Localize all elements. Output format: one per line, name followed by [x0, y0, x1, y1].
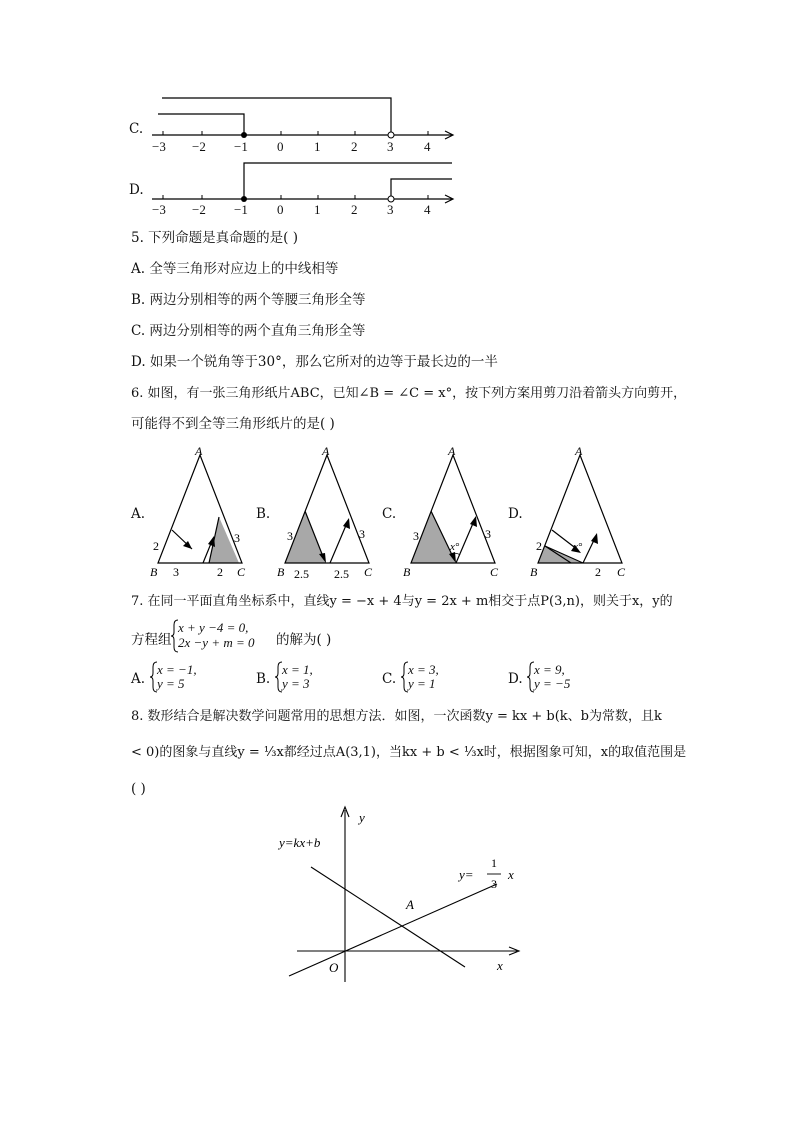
length-label: 2: [536, 539, 542, 553]
q6-figure-c: [398, 443, 513, 583]
line2-label-pre: y=: [459, 867, 474, 882]
fraction-numerator: 1: [491, 856, 497, 870]
length-label: 3: [173, 565, 179, 579]
tick-label: −2: [192, 202, 206, 217]
tick-label: −3: [152, 202, 166, 217]
length-label: 2.5: [294, 567, 309, 581]
q5-option-a: A. 全等三角形对应边上的中线相等: [131, 261, 339, 277]
tick-label: 0: [277, 202, 284, 217]
q7-option-a-label: A.: [131, 671, 146, 687]
length-label: 3: [287, 529, 293, 543]
length-label: 2: [595, 565, 601, 579]
tick-label: 4: [424, 139, 431, 154]
length-label: 2: [153, 539, 159, 553]
tick-label: 1: [314, 202, 321, 217]
vertex-label-b: B: [277, 565, 285, 579]
q7-option-b-row1: x = 1,: [282, 662, 313, 677]
length-label: 2.5: [334, 567, 349, 581]
line1-label: y=kx+b: [279, 835, 321, 850]
tick-label: 2: [351, 202, 358, 217]
q7-eq1: x + y −4 = 0,: [178, 620, 249, 635]
q7-line1: 7. 在同一平面直角坐标系中，直线y = −x + 4与y = 2x + m相交于点P(3,n)，则关于x，y的: [131, 594, 673, 609]
vertex-label-c: C: [364, 565, 373, 579]
q8-line3: ( ): [131, 781, 146, 797]
tick-label: 2: [351, 139, 358, 154]
tick-label: −1: [234, 202, 248, 217]
q8-line2: < 0)的图象与直线y = ⅓x都经过点A(3,1)，当kx + b < ⅓x时，根据图象可知，x的取值范围是: [131, 745, 687, 760]
q6-option-c: C.: [382, 506, 397, 522]
q7-line2-post: 的解为( ): [276, 632, 332, 648]
tick-label: 1: [314, 139, 321, 154]
x-axis-label: x: [497, 958, 503, 973]
q7-option-c-row1: x = 3,: [408, 662, 439, 677]
length-label: 2: [217, 565, 223, 579]
q8-graph: [275, 802, 535, 992]
vertex-label-b: B: [403, 565, 411, 579]
vertex-label-a: A: [322, 444, 330, 458]
q7-option-a-row2: y = 5: [157, 676, 185, 691]
vertex-label-c: C: [490, 565, 499, 579]
vertex-label-c: C: [237, 565, 246, 579]
q6-figure-b: [272, 443, 387, 583]
vertex-label-b: B: [530, 565, 538, 579]
angle-label: x°: [450, 541, 460, 553]
q5-option-c: C. 两边分别相等的两个直角三角形全等: [131, 323, 366, 339]
q7-option-c-row2: y = 1: [408, 676, 436, 691]
line2-label-post: x: [508, 867, 514, 882]
q5-stem: 5. 下列命题是真命题的是( ): [131, 230, 298, 246]
length-label: 3: [413, 529, 419, 543]
vertex-label-b: B: [150, 565, 158, 579]
q8-line1: 8. 数形结合是解决数学问题常用的思想方法．如图，一次函数y = kx + b(k、b为常数，且k: [131, 709, 662, 724]
q7-option-d-row1: x = 9,: [534, 662, 565, 677]
q7-option-d-row2: y = −5: [534, 676, 571, 691]
q7-option-c-label: C.: [382, 671, 397, 687]
q5-option-b: B. 两边分别相等的两个等腰三角形全等: [131, 292, 366, 308]
q5-option-d: D. 如果一个锐角等于30°，那么它所对的边等于最长边的一半: [131, 354, 498, 370]
q6-option-a: A.: [131, 506, 146, 522]
vertex-label-a: A: [448, 444, 456, 458]
option-d-label: D.: [129, 182, 144, 198]
q7-line2-pre: 方程组: [131, 632, 172, 648]
vertex-label-c: C: [617, 565, 626, 579]
q7-option-d-label: D.: [508, 671, 523, 687]
option-c-label: C.: [129, 121, 144, 137]
point-a-label: A: [406, 897, 414, 912]
tick-label: 3: [387, 202, 394, 217]
q6-figure-a: [145, 443, 260, 583]
tick-label: −3: [152, 139, 166, 154]
fraction-denominator: 3: [491, 877, 497, 891]
q6-line1: 6. 如图，有一张三角形纸片ABC，已知∠B = ∠C = x°，按下列方案用剪刀沿着箭头方向剪开，: [131, 386, 687, 401]
q6-option-d: D.: [508, 506, 523, 522]
origin-label: O: [329, 960, 339, 975]
angle-label: x°: [573, 541, 583, 553]
tick-label: 3: [387, 139, 394, 154]
q7-eq2: 2x −y + m = 0: [178, 635, 255, 650]
tick-label: −2: [192, 139, 206, 154]
tick-label: 4: [424, 202, 431, 217]
q6-line2: 可能得不到全等三角形纸片的是( ): [131, 416, 335, 432]
q7-option-b-row2: y = 3: [282, 676, 310, 691]
length-label: 3: [359, 527, 365, 541]
tick-label: 0: [277, 139, 284, 154]
q7-option-a-row1: x = −1,: [157, 662, 197, 677]
vertex-label-a: A: [195, 444, 203, 458]
tick-label: −1: [234, 139, 248, 154]
length-label: 3: [234, 531, 240, 545]
q7-option-b-label: B.: [256, 671, 271, 687]
q6-figure-d: [525, 443, 640, 583]
q6-option-b: B.: [256, 506, 271, 522]
vertex-label-a: A: [575, 444, 583, 458]
y-axis-label: y: [359, 810, 365, 825]
length-label: 3: [485, 527, 491, 541]
